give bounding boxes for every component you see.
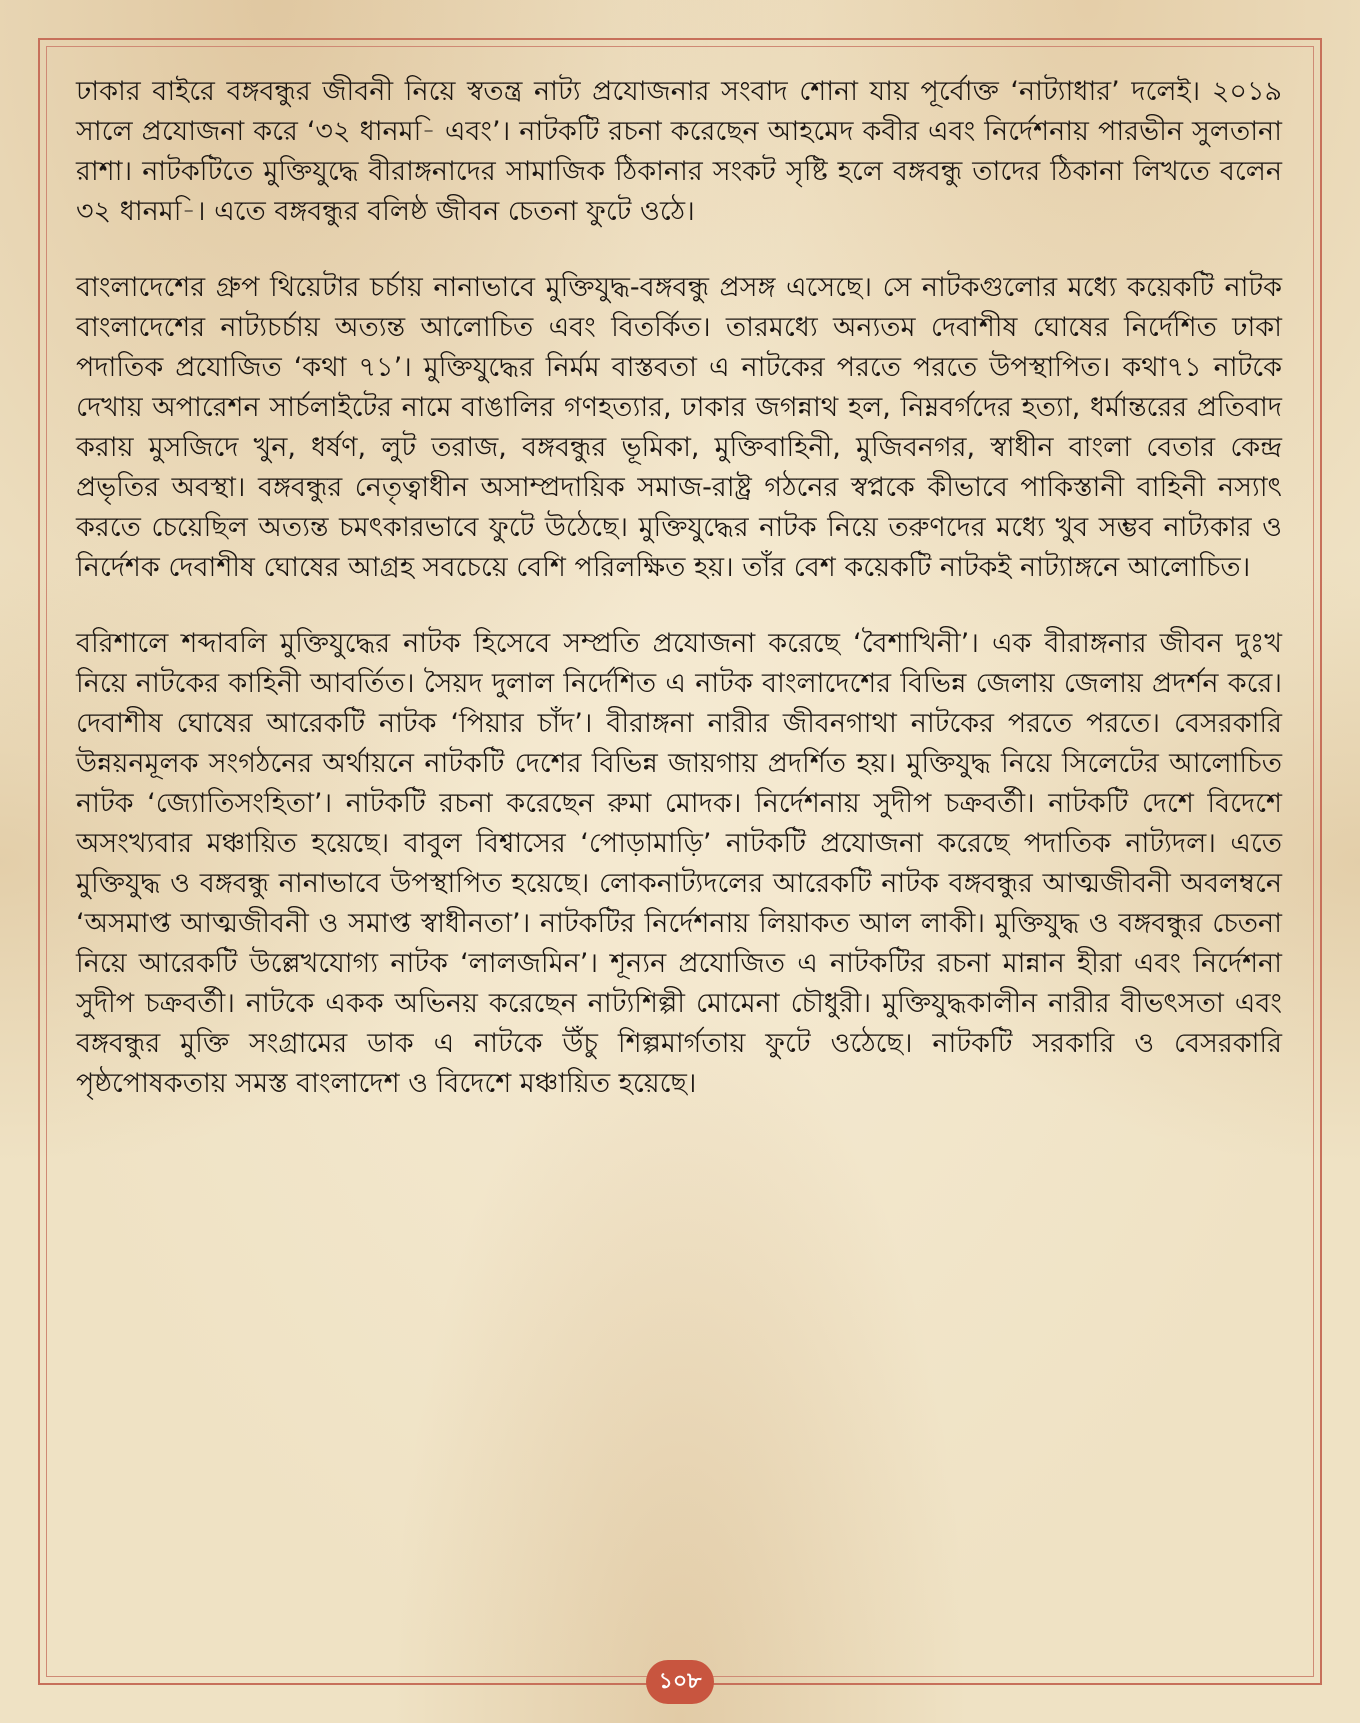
page-number-badge: ১০৮: [646, 1660, 714, 1704]
article-body: [76, 72, 1282, 1140]
paragraph-1: ঢাকার বাইরে বঙ্গবন্ধুর জীবনী নিয়ে স্বতন্ত্র নাট্য প্রযোজনার সংবাদ শোনা যায় পূর্বোক্ত ‘নাট্যাধার’ দলেই। ২০১৯ সালে প্রযোজনা করে ‘৩২ ধানম-ি এবং’। নাটকটি রচনা করেছেন আহমেদ কবীর এবং নির্দেশনায় পারভীন সুলতানা রাশা। নাটকটিতে মুক্তিযুদ্ধে বীরাঙ্গনাদের সামাজিক ঠিকানার সংকট সৃষ্টি হলে বঙ্গবন্ধু তাদের ঠিকানা লিখতে বলেন ৩২ ধানম-ি। এতে বঙ্গবন্ধুর বলিষ্ঠ জীবন চেতনা ফুটে ওঠে।: [76, 76, 1282, 227]
paragraph-3: বরিশালে শব্দাবলি মুক্তিযুদ্ধের নাটক হিসেবে সম্প্রতি প্রযোজনা করেছে ‘বৈশাখিনী’। এক বীরাঙ্গনার জীবন দুঃখ নিয়ে নাটকের কাহিনী আবর্তিত। সৈয়দ দুলাল নির্দেশিত এ নাটক বাংলাদেশের বিভিন্ন জেলায় জেলায় প্রদর্শন করে। দেবাশীষ ঘোষের আরেকটি নাটক ‘পিয়ার চাঁদ’। বীরাঙ্গনা নারীর জীবনগাথা নাটকের পরতে পরতে। বেসরকারি উন্নয়নমূলক সংগঠনের অর্থায়নে নাটকটি দেশের বিভিন্ন জায়গায় প্রদর্শিত হয়। মুক্তিযুদ্ধ নিয়ে সিলেটের আলোচিত নাটক ‘জ্যোতিসংহিতা’। নাটকটি রচনা করেছেন রুমা মোদক। নির্দেশনায় সুদীপ চক্রবর্তী। নাটকটি দেশে বিদেশে অসংখ্যবার মঞ্চায়িত হয়েছে। বাবুল বিশ্বাসের ‘পোড়ামাড়ি’ নাটকটি প্রযোজনা করেছে পদাতিক নাট্যদল। এতে মুক্তিযুদ্ধ ও বঙ্গবন্ধু নানাভাবে উপস্থাপিত হয়েছে। লোকনাট্যদলের আরেকটি নাটক বঙ্গবন্ধুর আত্মজীবনী অবলম্বনে ‘অসমাপ্ত আত্মজীবনী ও সমাপ্ত স্বাধীনতা’। নাটকটির নির্দেশনায় লিয়াকত আল লাকী। মুক্তিযুদ্ধ ও বঙ্গবন্ধুর চেতনা নিয়ে আরেকটি উল্লেখযোগ্য নাটক ‘লালজমিন’। শূন্যন প্রযোজিত এ নাটকটির রচনা মান্নান হীরা এবং নির্দেশনা সুদীপ চক্রবর্তী। নাটকে একক অভিনয় করেছেন নাট্যশিল্পী মোমেনা চৌধুরী। মুক্তিযুদ্ধকালীন নারীর বীভৎসতা এবং বঙ্গবন্ধুর মুক্তি সংগ্রামের ডাক এ নাটকে উঁচু শিল্পমার্গতায় ফুটে ওঠেছে। নাটকটি সরকারি ও বেসরকারি পৃষ্ঠপোষকতায় সমস্ত বাংলাদেশ ও বিদেশে মঞ্চায়িত হয়েছে।: [76, 628, 1282, 1099]
paragraph-2: বাংলাদেশের গ্রুপ থিয়েটার চর্চায় নানাভাবে মুক্তিযুদ্ধ-বঙ্গবন্ধু প্রসঙ্গ এসেছে। সে নাটকগুলোর মধ্যে কয়েকটি নাটক বাংলাদেশের নাট্যচর্চায় অত্যন্ত আলোচিত এবং বিতর্কিত। তারমধ্যে অন্যতম দেবাশীষ ঘোষের নির্দেশিত ঢাকা পদাতিক প্রযোজিত ‘কথা ৭১’। মুক্তিযুদ্ধের নির্মম বাস্তবতা এ নাটকের পরতে পরতে উপস্থাপিত। কথা৭১ নাটকে দেখায় অপারেশন সার্চলাইটের নামে বাঙালির গণহত্যার, ঢাকার জগন্নাথ হল, নিম্নবর্গদের হত্যা, ধর্মান্তরের প্রতিবাদ করায় মুসজিদে খুন, ধর্ষণ, লুট তরাজ, বঙ্গবন্ধুর ভূমিকা, মুক্তিবাহিনী, মুজিবনগর, স্বাধীন বাংলা বেতার কেন্দ্র প্রভৃতির অবস্থা। বঙ্গবন্ধুর নেতৃত্বাধীন অসাম্প্রদায়িক সমাজ-রাষ্ট্র গঠনের স্বপ্নকে কীভাবে পাকিস্তানী বাহিনী নস্যাৎ করতে চেয়েছিল অত্যন্ত চমৎকারভাবে ফুটে উঠেছে। মুক্তিযুদ্ধের নাটক নিয়ে তরুণদের মধ্যে খুব সম্ভব নাট্যকার ও নির্দেশক দেবাশীষ ঘোষের আগ্রহ সবচেয়ে বেশি পরিলক্ষিত হয়। তাঁর বেশ কয়েকটি নাটকই নাট্যাঙ্গনে আলোচিত।: [76, 272, 1282, 583]
